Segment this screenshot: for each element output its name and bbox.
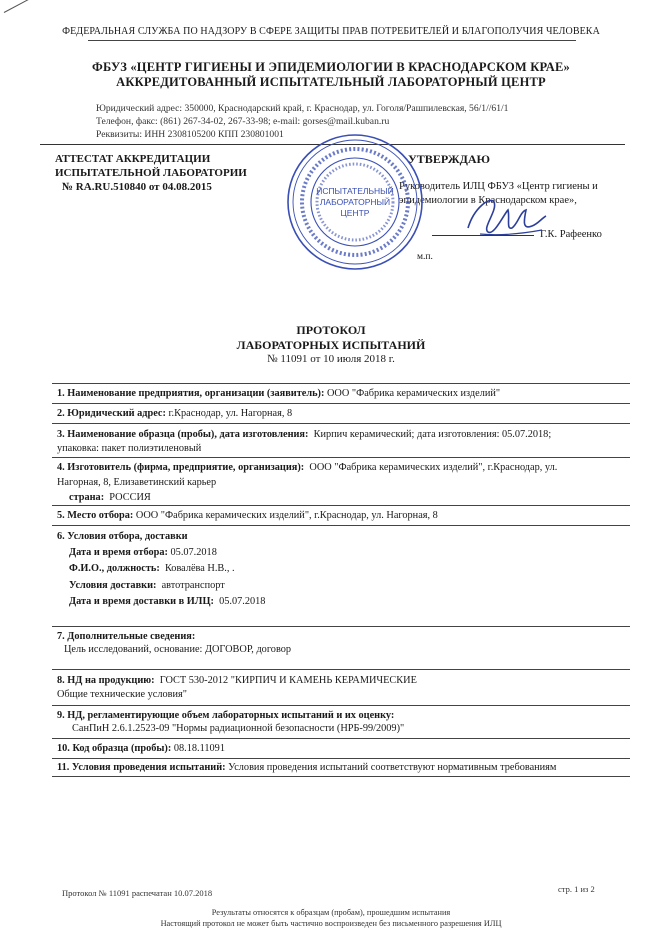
field-6-conditions: Условия доставки: автотранспорт	[69, 580, 225, 591]
field-9: 9. НД, регламентирующие объем лабораторных испытаний и их оценку:	[57, 710, 395, 721]
row-divider	[52, 758, 630, 759]
approval-title: УТВЕРЖДАЮ	[408, 152, 491, 166]
field-4-country: страна: РОССИЯ	[69, 492, 151, 503]
footer-note-1: Результаты относятся к образцам (пробам), прошедшим испытания	[211, 908, 451, 917]
row-divider	[52, 403, 630, 404]
row-divider	[52, 776, 630, 777]
row-divider	[52, 505, 630, 506]
contact-phone: Телефон, факс: (861) 267-34-02, 267-33-98; e-mail: gorses@mail.kuban.ru	[96, 116, 390, 127]
field-3-cont: упаковка: пакет полиэтиленовый	[57, 443, 202, 454]
row-divider	[52, 457, 630, 458]
field-4-cont: Нагорная, 8, Елизаветинский карьер	[57, 477, 217, 488]
field-8: 8. НД на продукцию: ГОСТ 530-2012 "КИРПИЧ И КАМЕНЬ КЕРАМИЧЕСКИЕ	[57, 675, 417, 686]
approver-position-line2: эпидемиологии в Краснодарском крае»,	[399, 195, 577, 206]
stamp-place-label: м.п.	[417, 252, 433, 262]
field-4: 4. Изготовитель (фирма, предприятие, организация): ООО "Фабрика керамических изделий", г.Краснодар, ул.	[57, 462, 558, 473]
official-round-stamp	[285, 132, 425, 272]
field-7-value: Цель исследований, основание: ДОГОВОР, договор	[64, 644, 292, 655]
field-9-value: СанПиН 2.6.1.2523-09 "Нормы радиационной безопасности (НРБ-99/2009)"	[72, 723, 405, 734]
stamp-text-line2: ЛАБОРАТОРНЫЙ	[319, 197, 391, 207]
row-divider	[52, 705, 630, 706]
field-6: 6. Условия отбора, доставки	[57, 531, 188, 542]
print-info: Протокол № 11091 распечатан 10.07.2018	[62, 888, 213, 898]
protocol-title: ПРОТОКОЛ	[296, 323, 366, 337]
field-1: 1. Наименование предприятия, организации (заявитель): ООО "Фабрика керамических изделий"	[57, 388, 501, 399]
page-number: стр. 1 из 2	[558, 884, 595, 894]
field-6-fio: Ф.И.О., должность: Ковалёва Н.В., .	[69, 563, 235, 574]
row-divider	[52, 738, 630, 739]
row-divider	[52, 525, 630, 526]
approver-position-line1: Руководитель ИЛЦ ФБУЗ «Центр гигиены и	[399, 181, 598, 192]
attestat-line2: ИСПЫТАТЕЛЬНОЙ ЛАБОРАТОРИИ	[55, 167, 247, 179]
handwritten-signature	[460, 188, 550, 248]
org-title-line2: АККРЕДИТОВАННЫЙ ИСПЫТАТЕЛЬНЫЙ ЛАБОРАТОРНЫЙ ЦЕНТР	[116, 75, 546, 89]
field-10: 10. Код образца (пробы): 08.18.11091	[57, 743, 225, 754]
field-3: 3. Наименование образца (пробы), дата изготовления: Кирпич керамический; дата изготовления: 05.07.2018;	[57, 429, 552, 440]
row-divider	[52, 669, 630, 670]
service-name: ФЕДЕРАЛЬНАЯ СЛУЖБА ПО НАДЗОРУ В СФЕРЕ ЗАЩИТЫ ПРАВ ПОТРЕБИТЕЛЕЙ И БЛАГОПОЛУЧИЯ ЧЕЛОВЕКА	[62, 26, 600, 37]
row-divider	[52, 626, 630, 627]
header-divider	[88, 40, 576, 41]
attestat-line1: АТТЕСТАТ АККРЕДИТАЦИИ	[55, 153, 211, 165]
field-2: 2. Юридический адрес: г.Краснодар, ул. Нагорная, 8	[57, 408, 293, 419]
field-6-delivery: Дата и время доставки в ИЛЦ: 05.07.2018	[69, 596, 266, 607]
scan-artifact-line	[4, 0, 38, 13]
stamp-text-line1: ИСПЫТАТЕЛЬНЫЙ	[316, 186, 394, 196]
row-divider	[52, 423, 630, 424]
legal-address: Юридический адрес: 350000, Краснодарский край, г. Краснодар, ул. Гоголя/Рашпилевская, 56/1//61/1	[96, 103, 509, 114]
approver-name: Г.К. Рафеенко	[540, 229, 602, 240]
field-8-cont: Общие технические условия"	[57, 689, 187, 700]
field-5: 5. Место отбора: ООО "Фабрика керамических изделий", г.Краснодар, ул. Нагорная, 8	[57, 510, 438, 521]
stamp-text-line3: ЦЕНТР	[340, 208, 370, 218]
footer-note-2: Настоящий протокол не может быть частично воспроизведен без письменного разрешения ИЛЦ	[160, 919, 502, 928]
requisites: Реквизиты: ИНН 2308105200 КПП 230801001	[96, 129, 284, 140]
field-6-date: Дата и время отбора: 05.07.2018	[69, 547, 217, 558]
protocol-number: № 11091 от 10 июля 2018 г.	[267, 353, 395, 365]
attestat-number: № RA.RU.510840 от 04.08.2015	[62, 181, 212, 193]
row-divider	[52, 383, 630, 384]
protocol-subtitle: ЛАБОРАТОРНЫХ ИСПЫТАНИЙ	[236, 338, 426, 352]
field-11: 11. Условия проведения испытаний: Условия проведения испытаний соответствуют нормативным требованиям	[57, 762, 557, 773]
org-title-line1: ФБУЗ «ЦЕНТР ГИГИЕНЫ И ЭПИДЕМИОЛОГИИ В КРАСНОДАРСКОМ КРАЕ»	[92, 60, 570, 74]
field-7: 7. Дополнительные сведения:	[57, 631, 196, 642]
